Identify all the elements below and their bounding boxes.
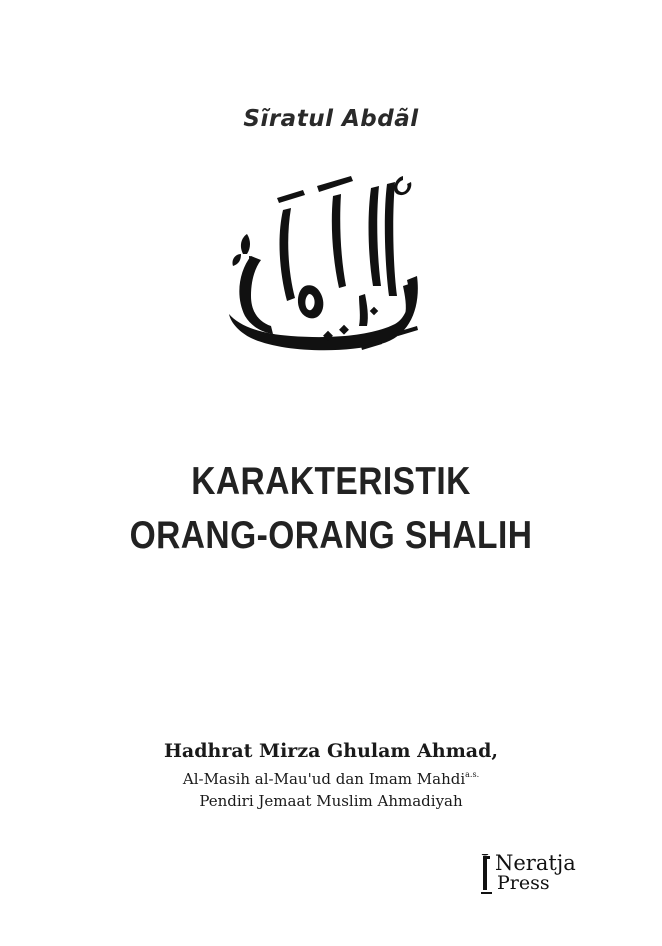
main-title bbox=[46, 455, 615, 563]
series-title: Sĩratul Abdãl bbox=[243, 106, 419, 132]
author-title-superscript: a.s. bbox=[465, 770, 480, 779]
arabic-calligraphy-title bbox=[221, 176, 429, 354]
publisher-name-line-1: Neratja bbox=[495, 851, 576, 875]
author-title-line bbox=[0, 764, 662, 790]
author-block bbox=[0, 738, 662, 812]
publisher-mark-icon bbox=[480, 854, 496, 894]
author-name: Hadhrat Mirza Ghulam Ahmad, bbox=[163, 740, 499, 762]
author-title-text: Al-Masih al-Mau'ud dan Imam Mahdi bbox=[182, 770, 466, 788]
main-title-line-2: ORANG-ORANG SHALIH bbox=[129, 514, 533, 557]
publisher-name-line-2: Press bbox=[497, 872, 550, 894]
publisher-logo bbox=[480, 850, 610, 896]
main-title-line-1: KARAKTERISTIK bbox=[191, 460, 471, 503]
author-role-line: Pendiri Jemaat Muslim Ahmadiyah bbox=[199, 792, 463, 810]
